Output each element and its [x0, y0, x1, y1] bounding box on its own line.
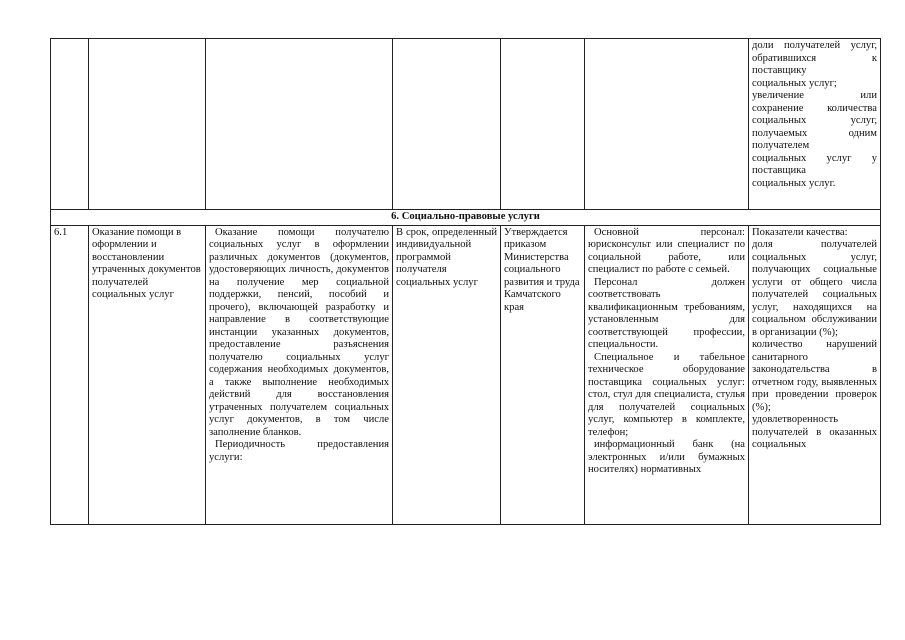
- conditions-paragraph: информационный банк (на электронных и/или бумажных носителях) нормативных: [588, 439, 745, 475]
- indicator-line: увеличение или сохранение количества социальных услуг, получаемых одним получателем: [752, 90, 877, 151]
- indicator-line: доли получателей услуг, обратившихся к поставщику: [752, 40, 877, 76]
- description-paragraph: Периодичность предоставления услуги:: [209, 439, 389, 463]
- cell-term-empty: [393, 39, 501, 210]
- cell-service-name: [89, 225, 206, 524]
- document-page: [50, 38, 880, 540]
- indicators-paragraph: количество нарушений санитарного законодательства в отчетном году, выявленных при проведении проверок (%);: [752, 339, 877, 413]
- cell-number-empty: [51, 39, 89, 210]
- cell-description-empty: [206, 39, 393, 210]
- cell-indicators: [749, 225, 881, 524]
- cell-conditions: [585, 225, 749, 524]
- indicators-heading: Показатели качества:: [752, 226, 848, 238]
- conditions-paragraph: Персонал должен соответствовать квалификационным требованиям, установленным для соответствующей профессии, специальности.: [588, 276, 745, 350]
- service-name-text: Оказание помощи в оформлении и восстановлении утраченных документов получателей социальных услуг: [92, 226, 201, 300]
- section-title: 6. Социально-правовые услуги: [51, 210, 881, 226]
- table-row-6-1: [51, 225, 881, 524]
- services-table: [50, 38, 881, 525]
- conditions-paragraph: Основной персонал: юрисконсульт или специалист по социальной работе, или специалист по работе с семьей.: [588, 226, 745, 275]
- cell-description: [206, 225, 393, 524]
- cell-indicators-continued: [749, 39, 881, 210]
- tariff-text: Утверждается приказом Министерства социального развития и труда Камчатского края: [504, 226, 580, 313]
- cell-number: 6.1: [51, 225, 89, 524]
- term-text: В срок, определенный индивидуальной программой получателя социальных услуг: [396, 226, 497, 288]
- indicator-line: социальных услуг у поставщика: [752, 152, 877, 176]
- cell-conditions-empty: [585, 39, 749, 210]
- description-paragraph: Оказание помощи получателю социальных услуг в оформлении различных документов (документов, удостоверяющих личность, документов на получение мер социальной поддержки, пенсий, пособий и прочего), включающей разработку и направление в соответствующие инстанции указанных документов, предоставление разъяснения получателю социальных услуг содержания необходимых документов, а также выполнение необходимых действий для восстановления утраченных получателем социальных услуг документов, в том числе заполнение бланков.: [209, 226, 389, 438]
- indicators-paragraph: удовлетворенность получателей в оказанных социальных: [752, 414, 877, 450]
- cell-tariff-empty: [501, 39, 585, 210]
- table-row-continuation: [51, 39, 881, 210]
- conditions-paragraph: Специальное и табельное техническое оборудование поставщика социальных услуг: стол, стул для специалиста, стулья для получателей социальных услуг, компьютер в комплекте, телефон;: [588, 351, 745, 438]
- indicator-line: социальных услуг.: [752, 177, 836, 189]
- indicators-paragraph: доля получателей социальных услуг, получающих социальные услуги от общего числа получателей социальных услуг, находящихся на социальном обслуживании в организации (%);: [752, 239, 877, 338]
- cell-name-empty: [89, 39, 206, 210]
- section-header-row: [51, 210, 881, 226]
- cell-term: [393, 225, 501, 524]
- indicator-line: социальных услуг;: [752, 77, 837, 89]
- cell-tariff: [501, 225, 585, 524]
